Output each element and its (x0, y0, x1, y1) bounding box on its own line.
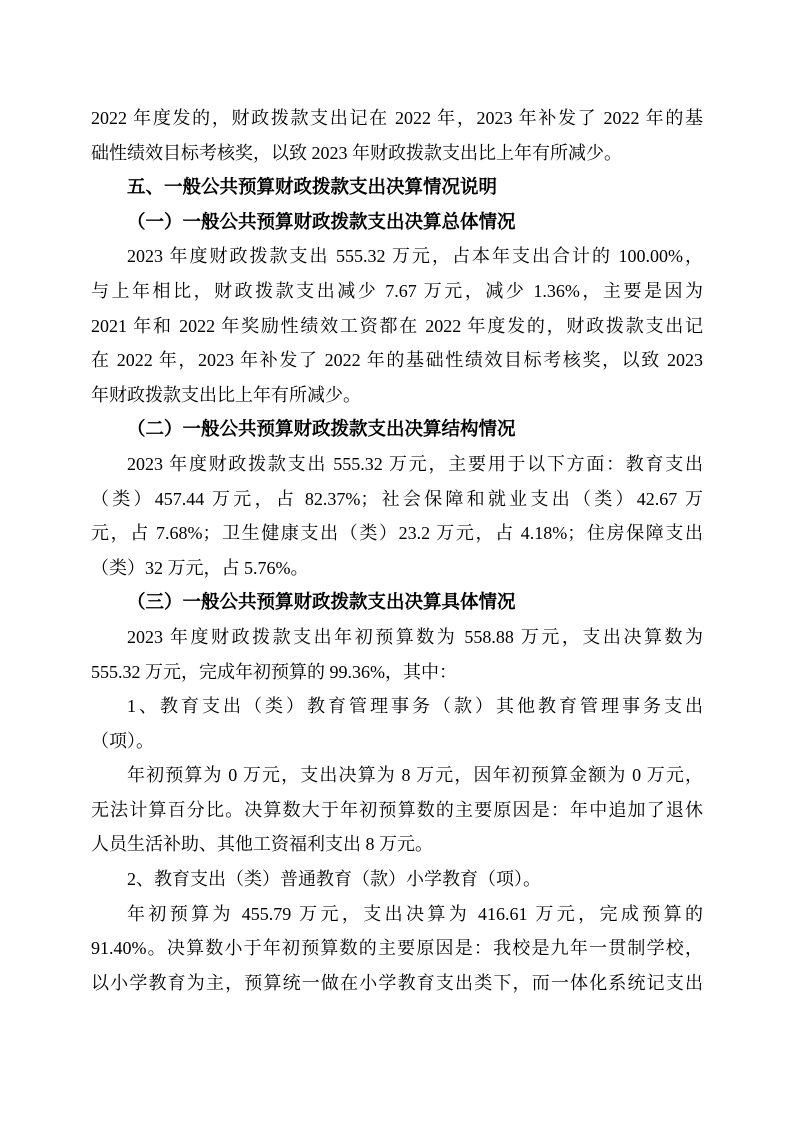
section-heading: （一）一般公共预算财政拨款支出决算总体情况 (127, 210, 516, 232)
text-line: 2023 年度财政拨款支出 555.32 万元，主要用于以下方面：教育支出 (127, 453, 703, 474)
text-line: 与上年相比，财政拨款支出减少 7.67 万元，减少 1.36%，主要是因为 (91, 280, 703, 301)
text-line: 555.32 万元，完成年初预算的 99.36%，其中： (91, 661, 457, 682)
text-line: 人员生活补助、其他工资福利支出 8 万元。 (91, 834, 433, 855)
text-line: 91.40%。决算数小于年初预算数的主要原因是：我校是九年一贯制学校， (91, 938, 703, 959)
section-heading: 五、一般公共预算财政拨款支出决算情况说明 (127, 176, 498, 198)
text-line: 元，占 7.68%；卫生健康支出（类）23.2 万元，占 4.18%；住房保障支出 (91, 523, 703, 544)
section-heading: （三）一般公共预算财政拨款支出决算具体情况 (127, 591, 516, 613)
section-heading: （二）一般公共预算财政拨款支出决算结构情况 (127, 418, 516, 440)
text-line: 年财政拨款支出比上年有所减少。 (91, 384, 361, 405)
text-line: 2022 年度发的，财政拨款支出记在 2022 年，2023 年补发了 2022 年的基 (91, 108, 703, 128)
text-line: （项）。 (91, 730, 154, 751)
text-line: 年初预算为 0 万元，支出决算为 8 万元，因年初预算金额为 0 万元， (127, 765, 703, 786)
text-line: 以小学教育为主，预算统一做在小学教育支出类下，而一体化系统记支出 (91, 972, 703, 993)
text-line: 2、教育支出（类）普通教育（款）小学教育（项）。 (127, 869, 541, 890)
text-line: （类）32 万元，占 5.76%。 (91, 557, 309, 578)
text-line: （类）457.44 万元，占 82.37%；社会保障和就业支出（类）42.67 万 (91, 488, 703, 509)
text-line: 在 2022 年，2023 年补发了 2022 年的基础性绩效目标考核奖，以致 2023 (91, 350, 703, 371)
text-line: 础性绩效目标考核奖，以致 2023 年财政拨款支出比上年有所减少。 (91, 142, 622, 163)
text-line: 2023 年度财政拨款支出年初预算数为 558.88 万元，支出决算数为 (127, 626, 703, 647)
text-line: 年初预算为 455.79 万元，支出决算为 416.61 万元，完成预算的 (127, 903, 703, 924)
text-line: 2023 年度财政拨款支出 555.32 万元，占本年支出合计的 100.00%， (127, 246, 703, 267)
text-line: 无法计算百分比。决算数大于年初预算数的主要原因是：年中追加了退休 (91, 799, 703, 820)
text-line: 2021 年和 2022 年奖励性绩效工资都在 2022 年度发的，财政拨款支出记 (91, 315, 703, 336)
text-line: 1、教育支出（类）教育管理事务（款）其他教育管理事务支出 (127, 696, 703, 717)
